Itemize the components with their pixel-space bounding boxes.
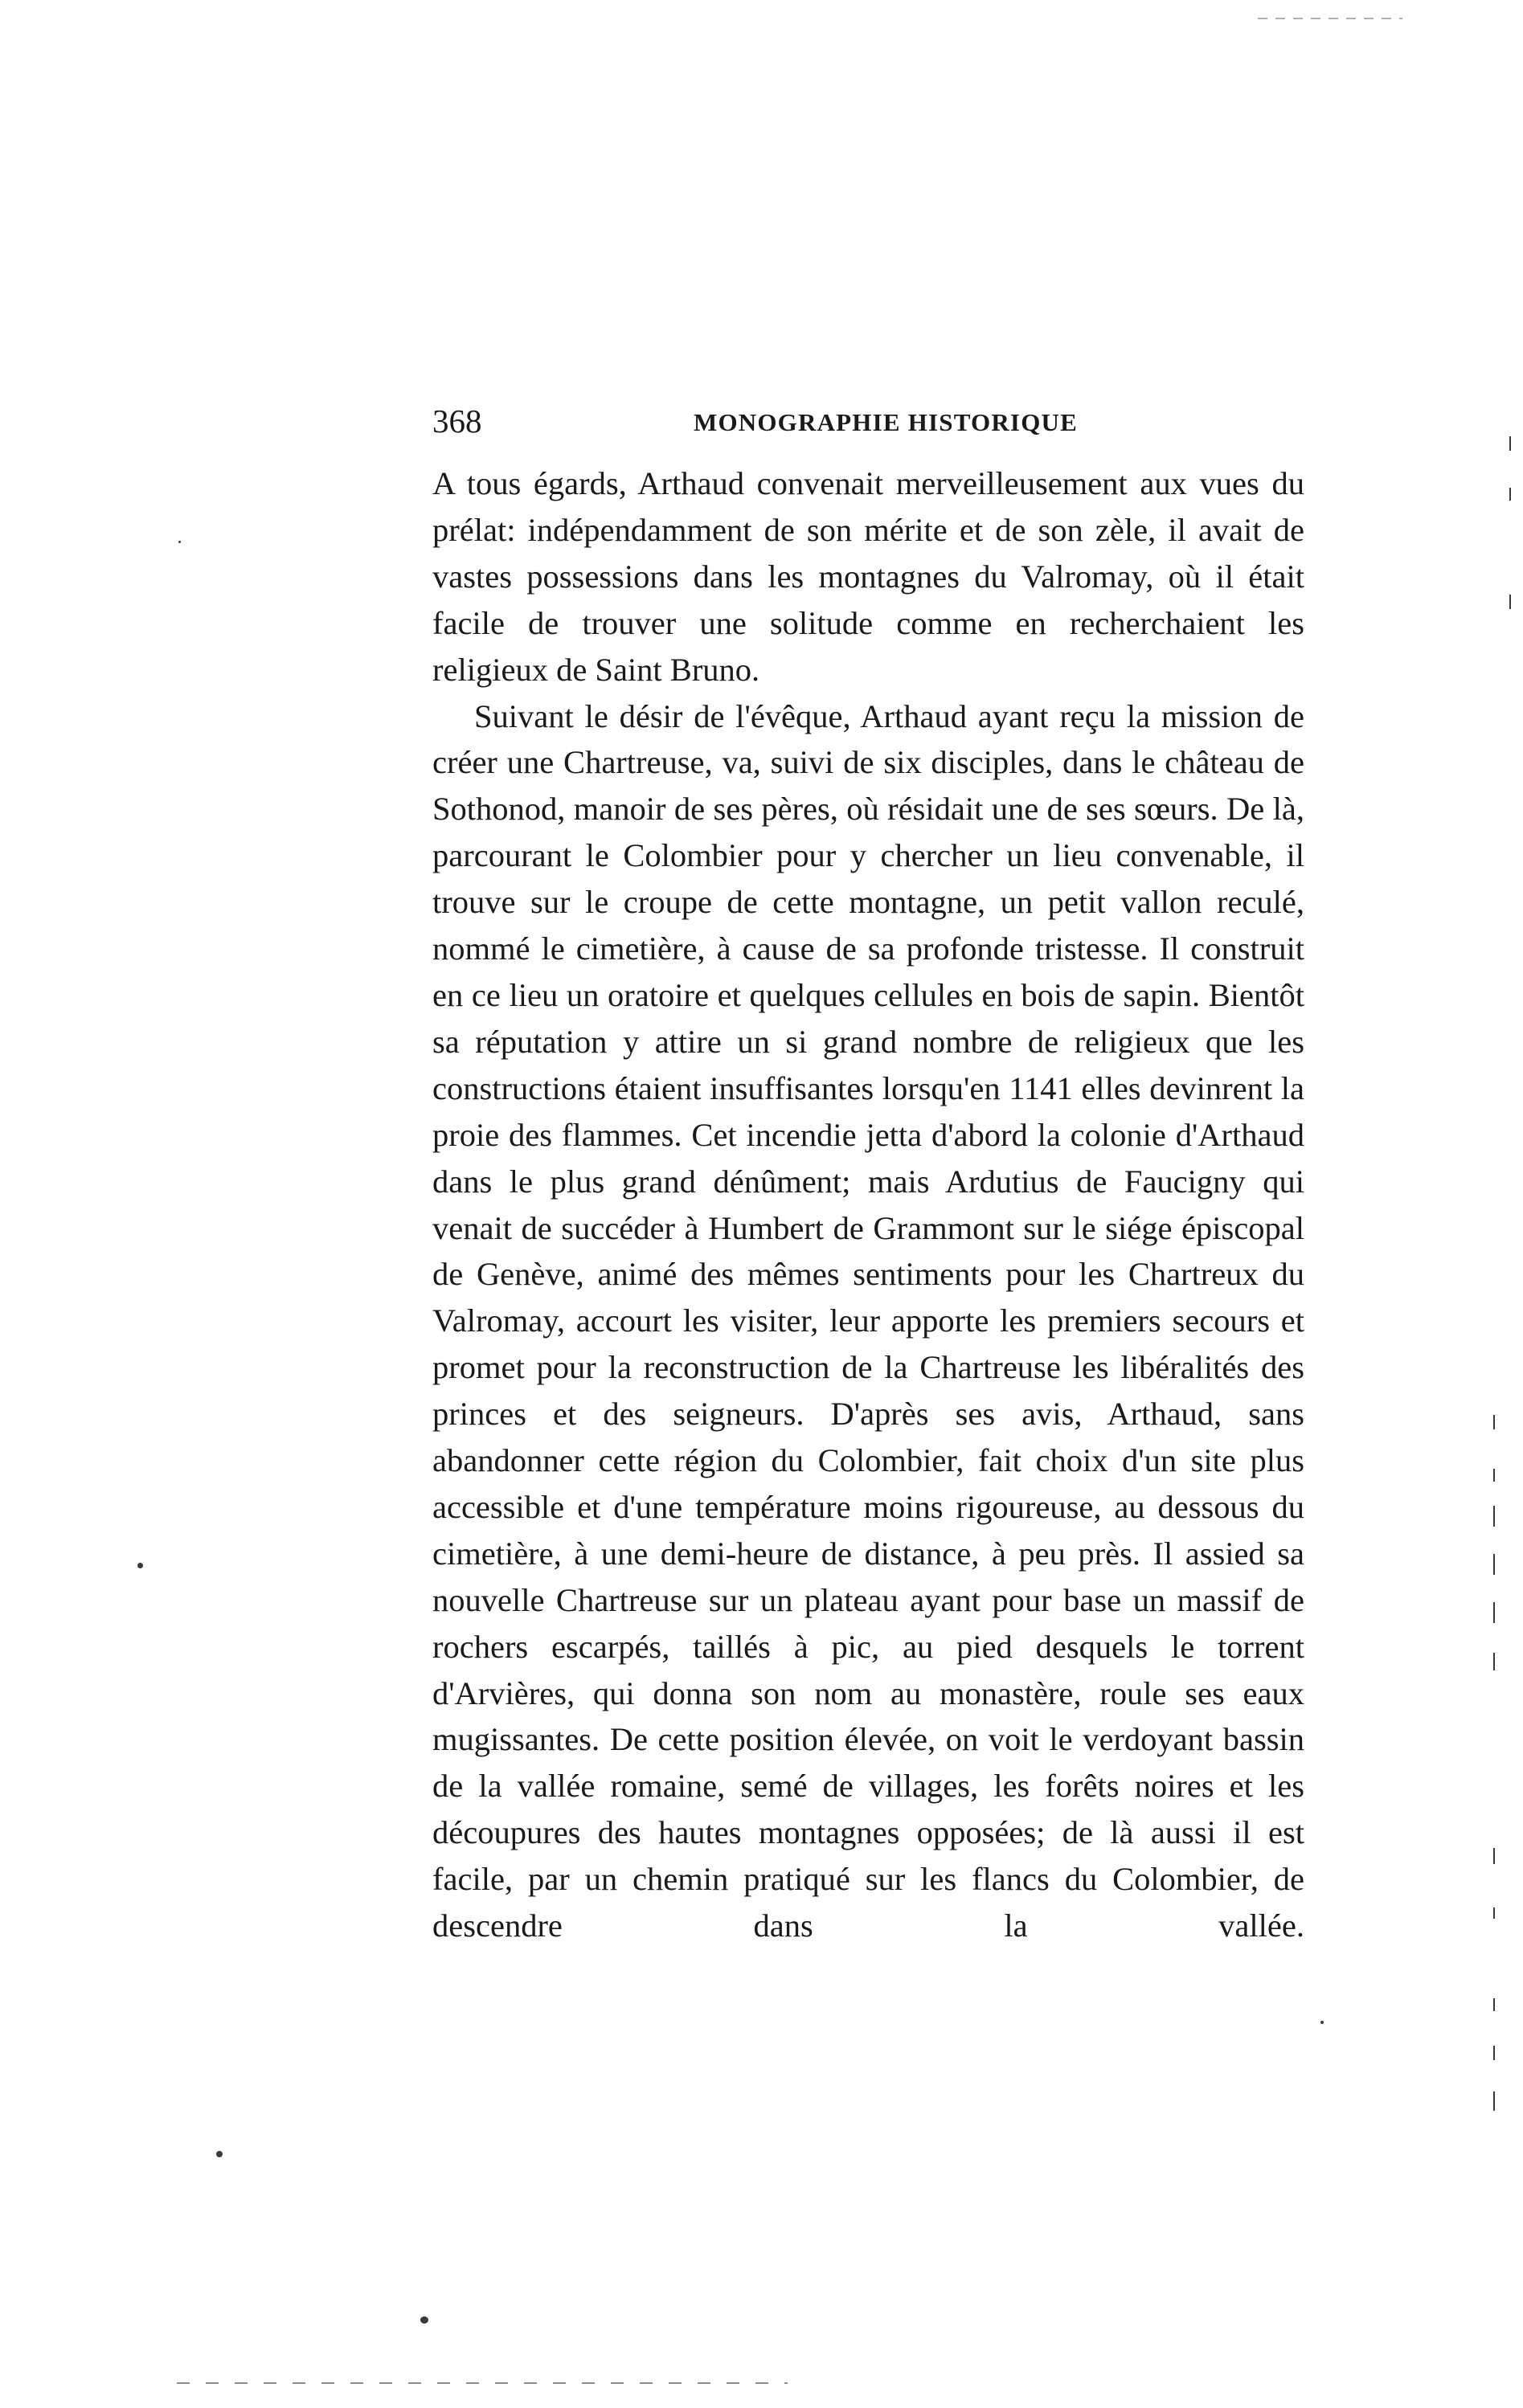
paragraph-2: Suivant le désir de l'évêque, Arthaud ayant reçu la mission de créer une Chartreuse, va, suivi de six disciples, dans le château de Sothonod, manoir de ses pères, où résidait une de ses sœurs. De là, parcourant le Colombier pour y chercher un lieu convenable, il trouve sur le croupe de cette montagne, un petit vallon reculé, nommé le cimetière, à cause de sa profonde tristesse. Il construit en ce lieu un oratoire et quelques cellules en bois de sapin. Bientôt sa réputation y attire un si grand nombre de religieux que les constructions étaient insuffisantes lorsqu'en 1141 elles devinrent la proie des flammes. Cet incendie jetta d'abord la colonie d'Arthaud dans le plus grand dénûment; mais Ardutius de Faucigny qui venait de succéder à Humbert de Grammont sur le siége épiscopal de Genève, animé des mêmes sentiments pour les Chartreux du Valromay, accourt les visiter, leur apporte les premiers secours et promet pour la reconstruction de la Chartreuse les libéralités des princes et des seigneurs. D'après ses avis, Arthaud, sans abandonner cette région du Colombier, fait choix d'un site plus accessible et d'une température moins rigoureuse, au dessous du cimetière, à une demi-heure de distance, à peu près. Il assied sa nouvelle Chartreuse sur un plateau ayant pour base un massif de rochers escarpés, taillés à pic, au pied desquels le torrent d'Arvières, qui donna son nom au monastère, roule ses eaux mugissantes. De cette position élevée, on voit le verdoyant bassin de la vallée romaine, semé de villages, les forêts noires et les découpures des hautes montagnes opposées; de là aussi il est facile, par un chemin pratiqué sur les flancs du Colombier, de descendre dans la vallée. xyxy=(432,697,1304,1944)
margin-tick xyxy=(1493,2046,1495,2060)
scan-speck xyxy=(178,541,181,543)
margin-tick xyxy=(1493,2091,1495,2111)
margin-tick xyxy=(1509,436,1511,451)
margin-tick xyxy=(1493,1602,1495,1623)
margin-tick xyxy=(1493,1848,1495,1864)
running-head: MONOGRAPHIE HISTORIQUE xyxy=(694,408,1078,436)
paragraph-1: A tous égards, Arthaud convenait merveilleusement aux vues du prélat: indépendamment de son mérite et de son zèle, il avait de vastes possessions dans les montagnes du Valromay, où il était facile de trouver une solitude comme en recherchaient les religieux de Saint Bruno. xyxy=(432,465,1304,688)
page-header xyxy=(432,400,1304,442)
scan-speck xyxy=(216,2151,223,2157)
margin-tick xyxy=(1493,1907,1495,1919)
body-text xyxy=(432,460,1304,1949)
margin-tick xyxy=(1493,1415,1495,1429)
scan-speck xyxy=(420,2316,428,2324)
scan-edge-dashes xyxy=(177,2382,788,2384)
margin-tick xyxy=(1493,1998,1495,2011)
margin-tick xyxy=(1493,1653,1495,1670)
margin-tick xyxy=(1509,488,1511,501)
margin-tick xyxy=(1493,1554,1495,1575)
scan-speck xyxy=(137,1563,143,1568)
scan-edge-dashes xyxy=(1258,18,1402,19)
scan-speck xyxy=(1320,2021,1324,2024)
margin-tick xyxy=(1493,1469,1495,1482)
margin-tick xyxy=(1493,1506,1495,1527)
page-number: 368 xyxy=(432,403,482,439)
margin-tick xyxy=(1509,595,1511,609)
